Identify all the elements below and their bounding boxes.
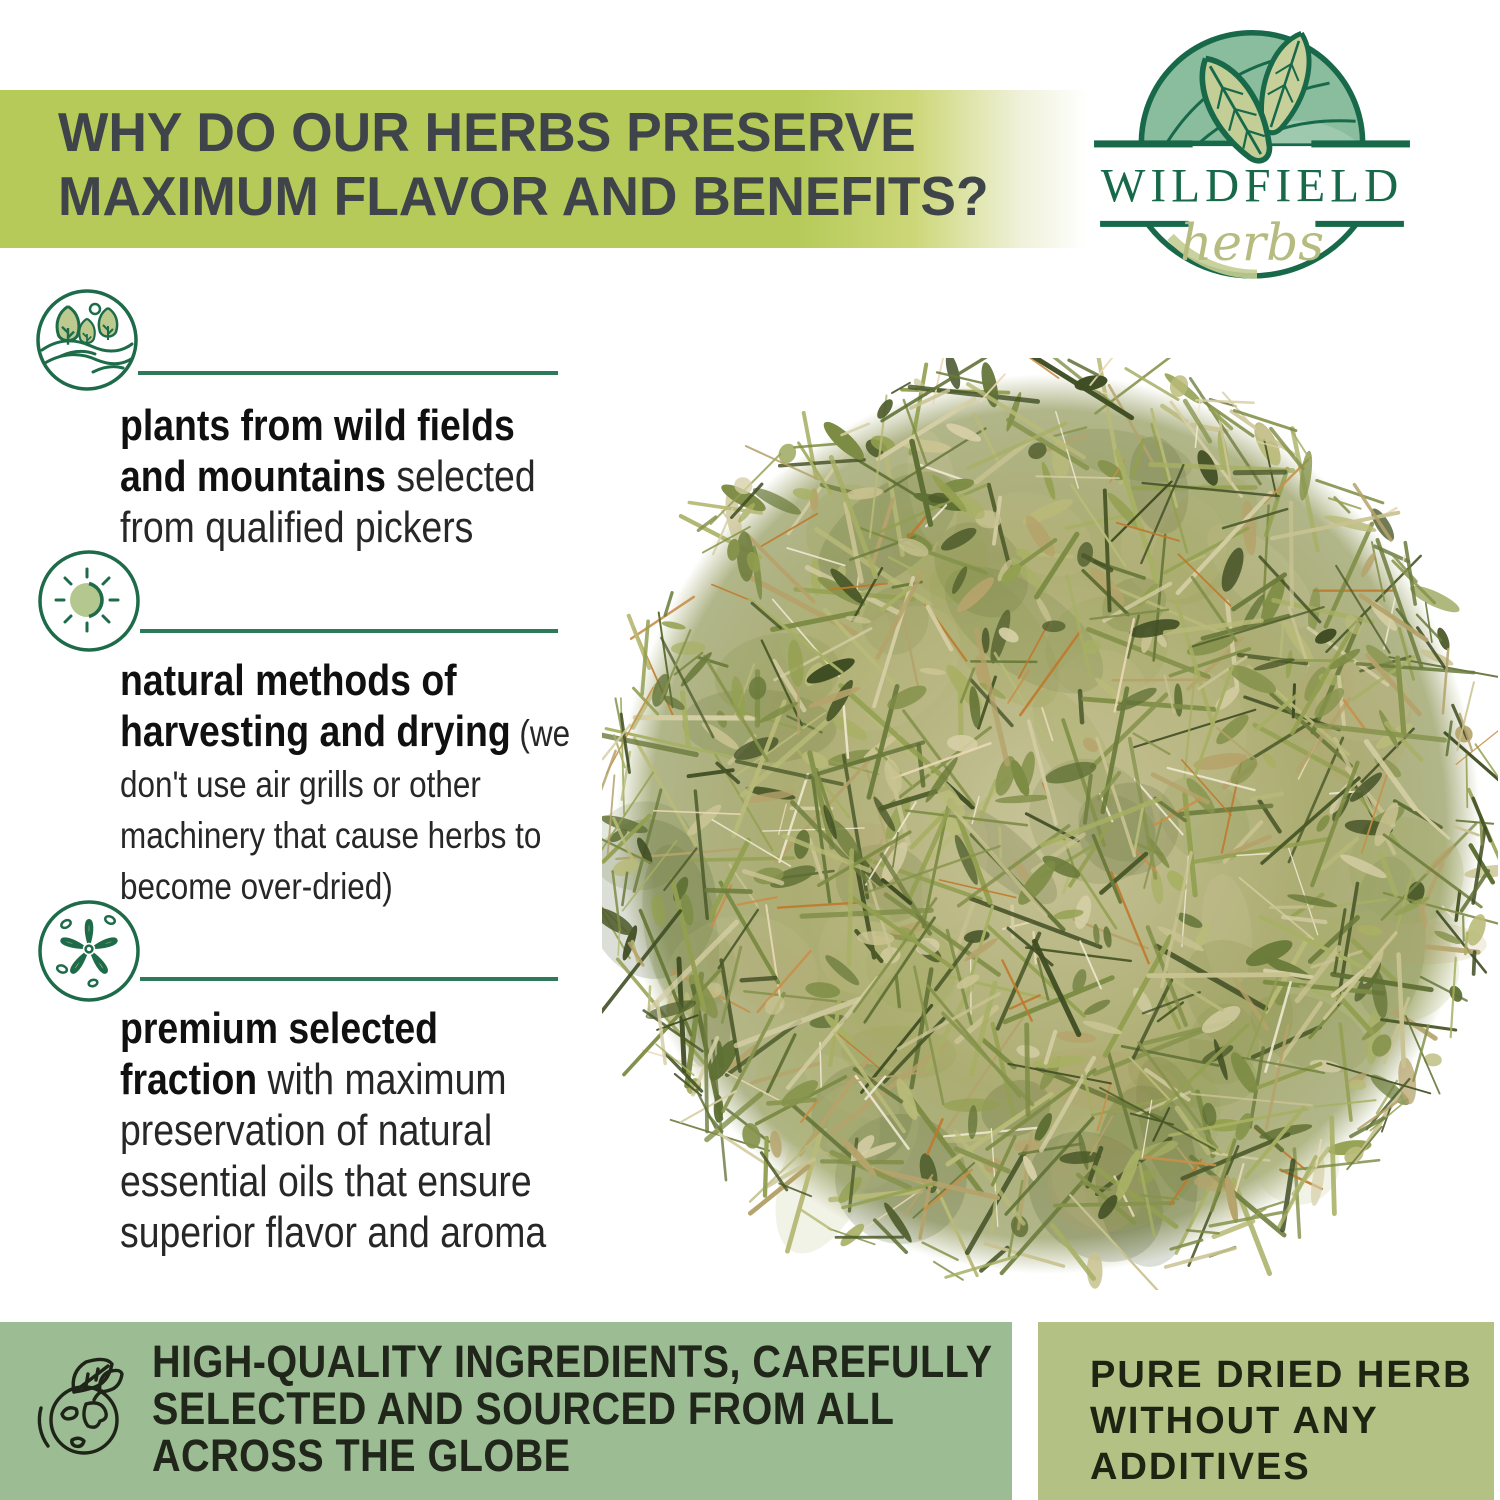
- footer-left-line2: SELECTED AND SOURCED FROM ALL: [152, 1383, 895, 1434]
- feature-wild-fields-text: [120, 400, 575, 553]
- feature-bold-text: premium selected fraction: [120, 1004, 439, 1104]
- wild-fields-icon: [35, 288, 139, 392]
- page-title-line2: MAXIMUM FLAVOR AND BENEFITS?: [58, 165, 989, 227]
- feature-rule: [138, 371, 558, 375]
- feature-regular-text: selected from qualified pickers: [120, 452, 536, 552]
- page-title: [58, 100, 1125, 228]
- feature-regular-text: with maximum preservation of natural essential oils that ensure superior flavor and aroma: [120, 1055, 547, 1257]
- footer-right-line1: PURE DRIED HERB: [1090, 1354, 1473, 1396]
- brand-sub-name: herbs: [1179, 213, 1325, 273]
- globe-leaf-icon: [28, 1348, 130, 1468]
- page-title-line1: WHY DO OUR HERBS PRESERVE: [58, 101, 916, 163]
- brand-name: WILDFIELD: [1100, 160, 1404, 213]
- footer-left-line3: ACROSS THE GLOBE: [152, 1430, 571, 1481]
- blossom-icon: [37, 899, 141, 1003]
- feature-rule: [140, 977, 558, 981]
- footer-right-line3: ADDITIVES: [1090, 1446, 1311, 1488]
- dried-herbs-photo: [602, 358, 1498, 1290]
- wildfield-herbs-logo-icon: [1086, 20, 1418, 298]
- feature-bold-text: natural methods of harvesting and drying: [120, 656, 511, 756]
- feature-bold-text: plants from wild fields and mountains: [120, 401, 515, 501]
- feature-regular-text: (we don't use air grills or other machinery that cause herbs to become over-dried): [120, 713, 571, 907]
- footer-right-line2: WITHOUT ANY: [1090, 1400, 1379, 1442]
- feature-natural-methods-text: [120, 655, 575, 910]
- feature-rule: [140, 629, 558, 633]
- footer-left-line1: HIGH-QUALITY INGREDIENTS, CAREFULLY: [152, 1336, 993, 1387]
- footer-left-text: [152, 1338, 997, 1479]
- footer-right-text: [1090, 1352, 1490, 1490]
- sun-icon: [37, 549, 141, 653]
- feature-premium-fraction-text: [120, 1003, 575, 1258]
- brand-logo: [1086, 20, 1418, 298]
